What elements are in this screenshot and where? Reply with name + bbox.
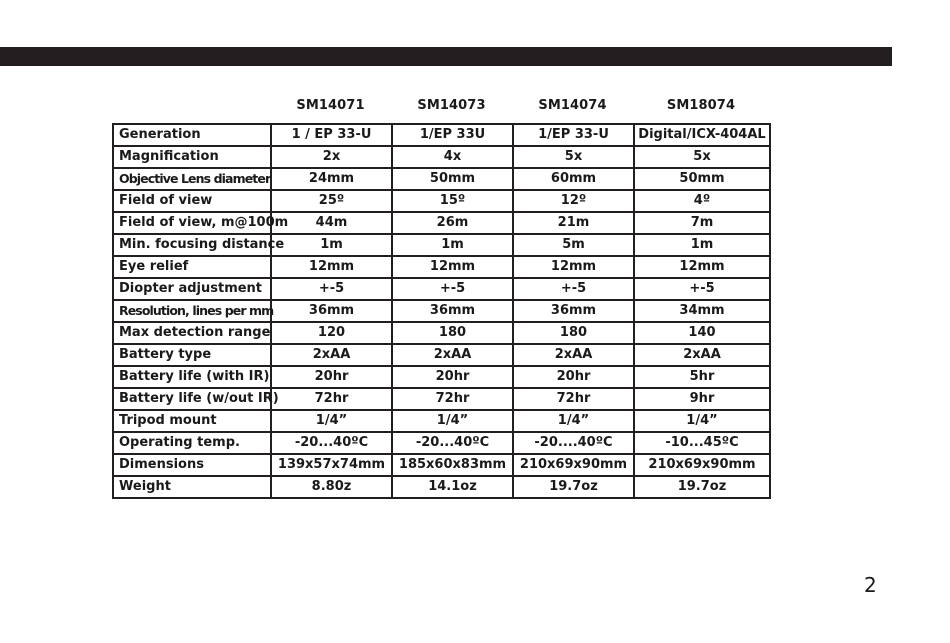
table-cell: 25º [271,190,392,212]
table-cell: 1m [392,234,513,256]
row-label: Operating temp. [113,432,271,454]
spec-table-body [113,124,770,498]
table-cell: 72hr [392,388,513,410]
table-row [113,212,770,234]
row-label: Field of view [113,190,271,212]
table-cell: 50mm [392,168,513,190]
row-label: Battery life (with IR) [113,366,271,388]
table-cell: 5m [513,234,634,256]
row-label: Tripod mount [113,410,271,432]
row-label: Diopter adjustment [113,278,271,300]
table-cell: 12mm [513,256,634,278]
table-cell: 20hr [271,366,392,388]
table-row [113,124,770,146]
top-header-bar [0,47,892,66]
table-cell: 12mm [634,256,770,278]
table-cell: 1/4” [271,410,392,432]
table-cell: 1 / EP 33-U [271,124,392,146]
table-row [113,146,770,168]
table-cell: 4º [634,190,770,212]
table-cell: 36mm [513,300,634,322]
table-cell: 24mm [271,168,392,190]
row-label: Battery life (w/out IR) [113,388,271,410]
table-cell: 139x57x74mm [271,454,392,476]
column-header: SM18074 [666,98,736,113]
table-row [113,322,770,344]
table-cell: 15º [392,190,513,212]
table-cell: 1m [634,234,770,256]
table-cell: 1/EP 33U [392,124,513,146]
table-cell: 180 [392,322,513,344]
row-label: Field of view, m@100m [113,212,271,234]
row-label: Resolution, lines per mm [113,300,271,322]
table-cell: 120 [271,322,392,344]
table-cell: 8.80z [271,476,392,498]
table-row [113,410,770,432]
table-cell: 12mm [392,256,513,278]
column-header: SM14073 [417,98,486,113]
table-cell: 2xAA [392,344,513,366]
table-row [113,432,770,454]
table-row [113,190,770,212]
table-cell: 2x [271,146,392,168]
table-cell: 1/4” [634,410,770,432]
row-label: Battery type [113,344,271,366]
table-cell: 12º [513,190,634,212]
row-label: Max detection range [113,322,271,344]
table-row [113,344,770,366]
table-cell: 5hr [634,366,770,388]
table-cell: 36mm [392,300,513,322]
row-label: Generation [113,124,271,146]
table-cell: 9hr [634,388,770,410]
table-cell: 34mm [634,300,770,322]
table-row [113,234,770,256]
table-cell: 36mm [271,300,392,322]
table-cell: 60mm [513,168,634,190]
table-cell: 72hr [271,388,392,410]
table-cell: 5x [513,146,634,168]
table-cell: +-5 [513,278,634,300]
table-cell: 19.7oz [513,476,634,498]
row-label: Weight [113,476,271,498]
table-cell: +-5 [634,278,770,300]
table-cell: 12mm [271,256,392,278]
table-cell: 1/4” [513,410,634,432]
table-cell: 20hr [392,366,513,388]
table-cell: 7m [634,212,770,234]
table-cell: 210x69x90mm [634,454,770,476]
row-label: Magnification [113,146,271,168]
column-header: SM14071 [296,98,365,113]
table-cell: -20...40ºC [271,432,392,454]
table-cell: 2xAA [634,344,770,366]
table-cell: 72hr [513,388,634,410]
table-cell: -20...40ºC [392,432,513,454]
row-label: Min. focusing distance [113,234,271,256]
table-row [113,256,770,278]
column-header-blank [112,96,270,116]
table-cell: +-5 [392,278,513,300]
table-cell: 4x [392,146,513,168]
table-cell: 44m [271,212,392,234]
table-cell: 5x [634,146,770,168]
table-row [113,168,770,190]
table-row [113,278,770,300]
page-number: 2 [864,573,877,597]
table-cell: 21m [513,212,634,234]
table-row [113,366,770,388]
column-headers [112,96,769,116]
table-cell: 19.7oz [634,476,770,498]
table-cell: 2xAA [513,344,634,366]
table-row [113,388,770,410]
spec-table [112,123,771,499]
table-cell: 1/EP 33-U [513,124,634,146]
table-cell: 26m [392,212,513,234]
table-cell: 180 [513,322,634,344]
table-cell: 2xAA [271,344,392,366]
table-cell: 140 [634,322,770,344]
table-cell: 1m [271,234,392,256]
table-cell: +-5 [271,278,392,300]
row-label: Objective Lens diameter [113,168,271,190]
table-row [113,300,770,322]
table-cell: Digital/ICX-404AL [634,124,770,146]
table-cell: 210x69x90mm [513,454,634,476]
table-cell: 185x60x83mm [392,454,513,476]
table-cell: -20....40ºC [513,432,634,454]
table-cell: 20hr [513,366,634,388]
row-label: Eye relief [113,256,271,278]
table-cell: -10...45ºC [634,432,770,454]
table-cell: 14.1oz [392,476,513,498]
table-cell: 1/4” [392,410,513,432]
table-row [113,454,770,476]
row-label: Dimensions [113,454,271,476]
table-row [113,476,770,498]
column-header: SM14074 [538,98,607,113]
table-cell: 50mm [634,168,770,190]
